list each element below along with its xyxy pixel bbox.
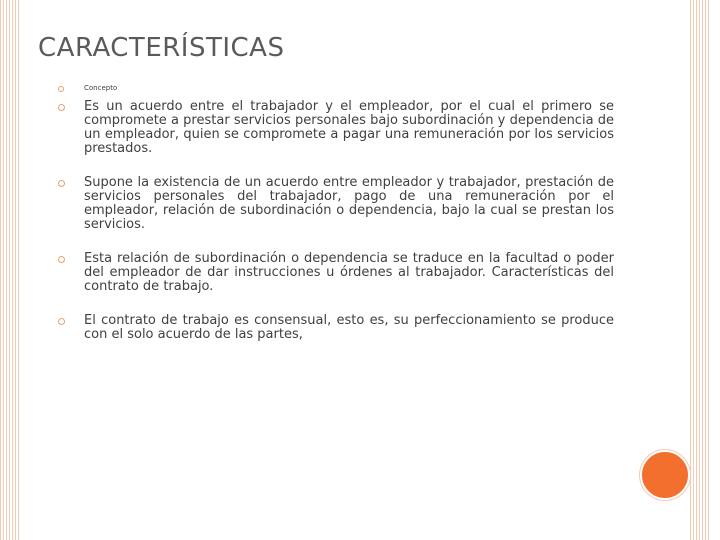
- left-decorative-rail: [0, 0, 20, 540]
- bullet-circle-icon: [58, 86, 64, 92]
- bullet-circle-icon: [58, 180, 65, 187]
- bullet-list: [54, 84, 614, 362]
- bullet-item-elements: [54, 176, 614, 232]
- bullet-text: Supone la existencia de un acuerdo entre empleador y trabajador, prestación de servicios personales del trabajador, pago de una remuneración por el empleador, relación de subordinación o dependencia, bajo la cual se prestan los servicios.: [84, 175, 614, 232]
- bullet-item-concepto: [54, 84, 614, 92]
- right-edge: [710, 0, 720, 540]
- bullet-circle-icon: [58, 256, 65, 263]
- bullet-circle-icon: [58, 318, 65, 325]
- bullet-text: Concepto: [84, 84, 118, 92]
- bullet-item-consensual: [54, 314, 614, 342]
- bullet-circle-icon: [58, 104, 65, 111]
- decorative-orange-circle: [640, 450, 690, 500]
- bullet-text: Es un acuerdo entre el trabajador y el empleador, por el cual el primero se compromete a prestar servicios personales bajo subordinación y dependencia de un empleador, quien se compromete a pagar una remuneración por los servicios prestados.: [84, 99, 614, 156]
- bullet-item-subordination: [54, 252, 614, 294]
- bullet-text: Esta relación de subordinación o dependencia se traduce en la facultad o poder del empleador de dar instrucciones u órdenes al trabajador. Características del contrato de trabajo.: [84, 251, 614, 294]
- right-decorative-rail: [690, 0, 710, 540]
- bullet-item-definition: [54, 100, 614, 156]
- bullet-text: El contrato de trabajo es consensual, esto es, su perfeccionamiento se produce con el solo acuerdo de las partes,: [84, 313, 614, 342]
- slide-title: CARACTERÍSTICAS: [38, 33, 285, 63]
